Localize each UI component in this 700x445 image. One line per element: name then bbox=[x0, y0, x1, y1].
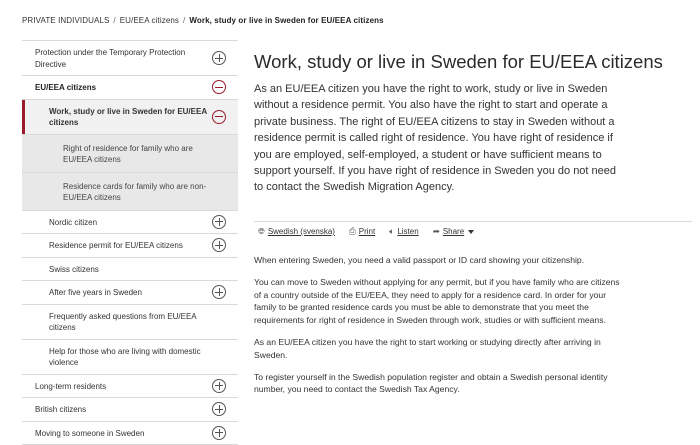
sidebar-item-label: Help for those who are living with domestic violence bbox=[49, 346, 238, 369]
sidebar-item-label: Moving to someone in Sweden bbox=[35, 428, 238, 440]
globe-icon: 🌐︎ bbox=[258, 226, 265, 237]
sidebar-item-moving-to-someone[interactable] bbox=[22, 422, 238, 445]
sidebar-item-label: Protection under the Temporary Protection Directive bbox=[35, 47, 238, 70]
expand-plus-icon[interactable] bbox=[212, 285, 226, 299]
expand-plus-icon[interactable] bbox=[212, 238, 226, 252]
share-icon: ➦ bbox=[433, 226, 440, 237]
sidebar-item-temporary-protection[interactable] bbox=[22, 41, 238, 76]
sidebar-item-faq[interactable] bbox=[22, 305, 238, 340]
sidebar-item-right-of-residence-family[interactable] bbox=[22, 135, 238, 173]
breadcrumb-private-individuals[interactable]: PRIVATE INDIVIDUALS bbox=[22, 16, 109, 25]
body-paragraph: As an EU/EEA citizen you have the right to start working or studying directly after arriving in Sweden. bbox=[254, 336, 624, 362]
sidebar-item-label: British citizens bbox=[35, 404, 238, 416]
print-label: Print bbox=[359, 227, 375, 236]
breadcrumb-separator: / bbox=[113, 16, 115, 25]
lead-paragraph: As an EU/EEA citizen you have the right to work, study or live in Sweden without a residence permit. You also have the right to start and operate a private business. The right of EU/EEA citizens to stay in Sweden without a residence permit is called right of residence. You have right of residence if you are employed, self-employed, a student or have sufficient means to support yourself. If you have right of residence in Sweden you do not need to contact the Swedish Migration Agency. bbox=[254, 81, 624, 196]
sidebar-item-eu-eea-citizens[interactable] bbox=[22, 76, 238, 100]
body-paragraph: You can move to Sweden without applying for any permit, but if you have family who are citizens of a country outside of the EU/EEA, they need to apply for a residence card. In order for your family to be granted residence cards you must be able to demonstrate that you meet the requirements for right of residence in Sweden through work, studies or with sufficient means. bbox=[254, 276, 624, 327]
share-label: Share bbox=[443, 227, 464, 236]
sidebar-item-label: Residence cards for family who are non-EU/EEA citizens bbox=[63, 181, 238, 204]
sidebar-item-label: EU/EEA citizens bbox=[35, 82, 238, 94]
sidebar-item-label: Nordic citizen bbox=[49, 217, 238, 229]
expand-plus-icon[interactable] bbox=[212, 215, 226, 229]
language-label: Swedish (svenska) bbox=[268, 227, 335, 236]
article-body bbox=[254, 254, 624, 405]
sidebar-nav bbox=[22, 40, 238, 445]
expand-plus-icon[interactable] bbox=[212, 402, 226, 416]
page-toolbar bbox=[254, 221, 692, 241]
sidebar-item-swiss-citizens[interactable] bbox=[22, 258, 238, 282]
share-button[interactable] bbox=[433, 226, 474, 237]
collapse-minus-icon[interactable] bbox=[212, 110, 226, 124]
speaker-icon: 🔈︎ bbox=[389, 226, 394, 237]
expand-plus-icon[interactable] bbox=[212, 51, 226, 65]
sidebar-item-british-citizens[interactable] bbox=[22, 398, 238, 422]
sidebar-item-label: Residence permit for EU/EEA citizens bbox=[49, 240, 238, 252]
sidebar-item-residence-cards[interactable] bbox=[22, 173, 238, 211]
breadcrumb-current: Work, study or live in Sweden for EU/EEA citizens bbox=[189, 16, 383, 25]
sidebar-item-label: Frequently asked questions from EU/EEA citizens bbox=[49, 311, 238, 334]
sidebar-item-after-five-years[interactable] bbox=[22, 281, 238, 305]
print-link[interactable] bbox=[349, 226, 375, 237]
sidebar-item-label: Right of residence for family who are EU/EEA citizens bbox=[63, 143, 238, 166]
printer-icon: ⎙ bbox=[349, 226, 356, 237]
breadcrumb bbox=[22, 16, 384, 25]
listen-label: Listen bbox=[397, 227, 418, 236]
body-paragraph: When entering Sweden, you need a valid passport or ID card showing your citizenship. bbox=[254, 254, 624, 267]
sidebar-item-label: Long-term residents bbox=[35, 381, 238, 393]
sidebar-item-domestic-violence[interactable] bbox=[22, 340, 238, 375]
breadcrumb-separator: / bbox=[183, 16, 185, 25]
sidebar-item-work-study-live[interactable] bbox=[22, 100, 238, 135]
expand-plus-icon[interactable] bbox=[212, 426, 226, 440]
main-content bbox=[254, 40, 700, 196]
sidebar-item-residence-permit-eu[interactable] bbox=[22, 234, 238, 258]
collapse-minus-icon[interactable] bbox=[212, 80, 226, 94]
sidebar-item-label: Work, study or live in Sweden for EU/EEA citizens bbox=[49, 106, 238, 129]
page-title: Work, study or live in Sweden for EU/EEA citizens bbox=[254, 50, 700, 74]
breadcrumb-eu-eea-citizens[interactable]: EU/EEA citizens bbox=[120, 16, 179, 25]
language-link[interactable] bbox=[258, 226, 335, 237]
sidebar-item-label: After five years in Sweden bbox=[49, 287, 238, 299]
sidebar-item-long-term-residents[interactable] bbox=[22, 375, 238, 399]
listen-link[interactable] bbox=[389, 226, 418, 237]
expand-plus-icon[interactable] bbox=[212, 379, 226, 393]
body-paragraph: To register yourself in the Swedish population register and obtain a Swedish personal identity number, you need to contact the Swedish Tax Agency. bbox=[254, 371, 624, 397]
sidebar-item-nordic-citizen[interactable] bbox=[22, 211, 238, 235]
chevron-down-icon bbox=[468, 230, 474, 234]
sidebar-item-label: Swiss citizens bbox=[49, 264, 238, 276]
